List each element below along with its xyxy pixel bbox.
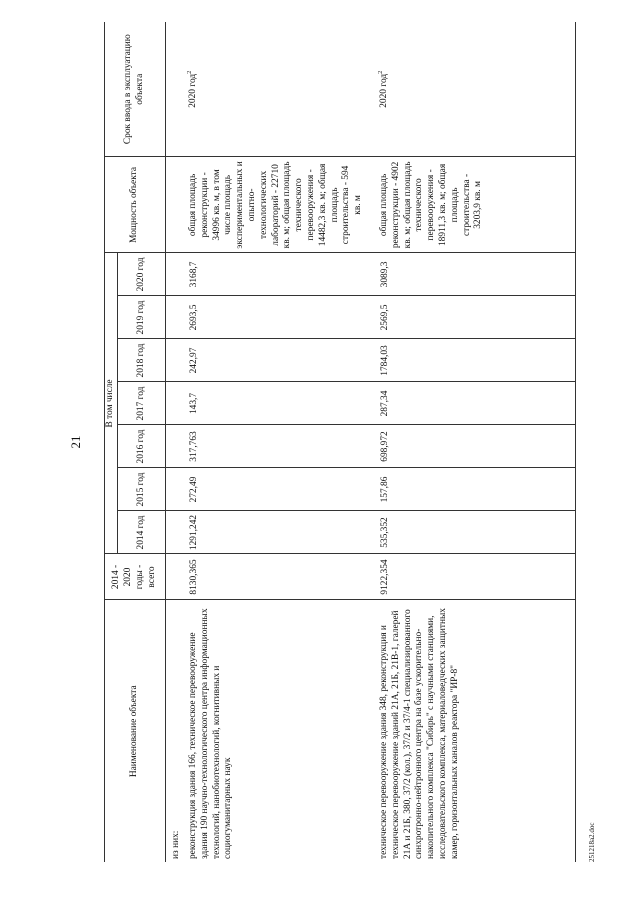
header-year: 2015 год (118, 468, 166, 511)
year-value: 287,34 (379, 382, 576, 425)
year-value: 698,972 (379, 425, 576, 468)
year-value: 3168,7 (188, 253, 379, 296)
table-row (379, 22, 576, 862)
header-year: 2018 год (118, 339, 166, 382)
commissioning-text: 2020 год (188, 73, 198, 108)
commissioning-cell (376, 22, 576, 157)
document-id: 251218а2.doc (588, 822, 596, 862)
objects-table (104, 22, 576, 862)
header-year: 2019 год (118, 296, 166, 339)
year-value: 1291,242 (188, 511, 379, 554)
header-year: 2016 год (118, 425, 166, 468)
object-name: техническое перевооружение здания 348, реконструкция и техническое перевооружение зданий 21А, 21Б, 21В-1, галерей 21А и 21Б, 380, 37/2 (кол.), 37/2 и 37/4-1 специализированного синхротронно-нейтронного центра на базе ускорительно-накопительного комплекса "Сибирь" с научными станциями, исследовательского комплекса, материаловедческих защитных камер, горизонтальных каналов реактора "ИР-8" (379, 600, 576, 862)
header-capacity: Мощность объекта (105, 157, 166, 253)
commissioning-cell (185, 22, 379, 157)
capacity-text: общая площадь реконструкции - 4902 кв. м; общая площадь технического перевооружения - 18911,3 кв. м; общая площадь строительства - 3203,9 кв. м (379, 157, 576, 253)
year-value: 317,763 (188, 425, 379, 468)
subheader-row (166, 22, 189, 862)
rotated-sheet (42, 22, 602, 862)
header-name: Наименование объекта (105, 600, 166, 862)
footnote-mark: 2 (376, 70, 384, 74)
total-value: 8130,365 (188, 554, 379, 600)
header-total: 2014 - 2020 годы - всего (105, 554, 166, 600)
header-year: 2014 год (118, 511, 166, 554)
year-value: 3089,3 (379, 253, 576, 296)
page-number: 21 (68, 435, 83, 449)
commissioning-text: 2020 год (379, 73, 389, 108)
object-name: реконструкция здания 166, техническое перевооружение здания 190 научно-технологического центра информационных технологий, нанобиотехнологий, когнитивных и социогуманитарных наук (188, 600, 379, 862)
year-value: 2693,5 (188, 296, 379, 339)
table-row (188, 22, 379, 862)
year-value: 2569,5 (379, 296, 576, 339)
header-including: В том числе (105, 253, 118, 554)
year-value: 157,86 (379, 468, 576, 511)
capacity-text: общая площадь реконструкции - 34996 кв. м, в том числе площадь экспериментальных и опытно-технологических лабораторий - 22710 кв. м; общая площадь технического перевооружения - 14482,3 кв. м; общая площадь строительства - 594 кв. м (188, 157, 379, 253)
header-year: 2020 год (118, 253, 166, 296)
footnote-mark: 2 (185, 70, 193, 74)
subheader-label: из них: (166, 600, 189, 862)
header-commissioning: Срок ввода в эксплуатацию объекта (105, 22, 166, 157)
total-value: 9122,354 (379, 554, 576, 600)
year-value: 272,49 (188, 468, 379, 511)
year-value: 242,97 (188, 339, 379, 382)
year-value: 143,7 (188, 382, 379, 425)
year-value: 1784,03 (379, 339, 576, 382)
year-value: 535,352 (379, 511, 576, 554)
header-year: 2017 год (118, 382, 166, 425)
